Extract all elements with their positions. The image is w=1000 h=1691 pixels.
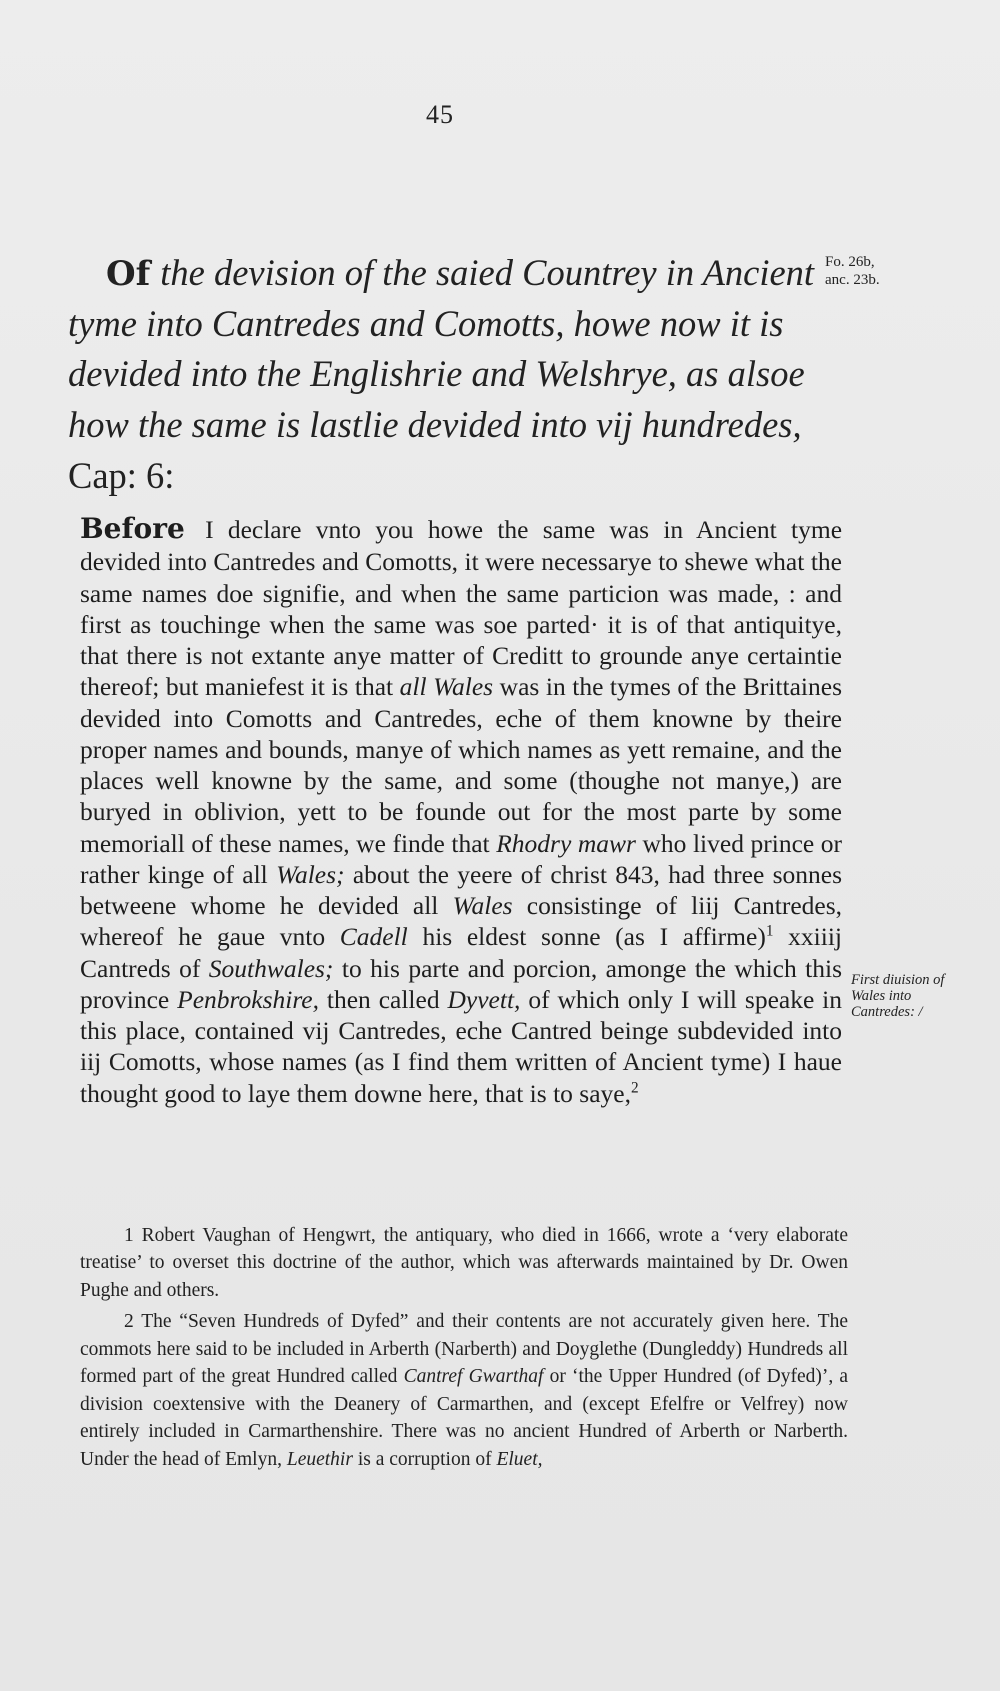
- footnote-italic: Leuethir: [286, 1448, 353, 1470]
- folio-reference-line-1: Fo. 26b,: [825, 254, 875, 270]
- body-italic: all Wales: [399, 672, 494, 702]
- footnote-italic: Cantref Gwarthaf: [403, 1366, 544, 1388]
- chapter-title-text: the devision of the saied Countrey in Ancient tyme into Cantredes and Comotts, howe now it is devided into the Englishrie and Welshrye, as alsoe how the same is lastlie devided into vij hundredes,: [68, 252, 815, 446]
- body-italic: Dyvett,: [447, 984, 521, 1014]
- body-segment: of which only I will speake in this place, contained vij Cantredes, eche Cantred beinge subdevided into iij Comotts, whose names (as I find them written of Ancient tyme) I haue thought good to laye them downe here, that is to saye,: [80, 984, 843, 1108]
- body-italic: Rhodry mawr: [496, 828, 636, 858]
- chapter-opening-word: Of: [106, 254, 151, 294]
- body-italic: Southwales;: [208, 953, 334, 983]
- footnote-marker-1: 1: [765, 922, 774, 940]
- body-segment: consistinge of liij Cantredes, whereof he gaue vnto: [80, 891, 843, 952]
- body-paragraph: [80, 512, 842, 1109]
- body-segment: was in the tymes of the Brittaines devided into Comotts and Cantredes, eche of them knowne by theire proper names and bounds, manye of which names as yett remaine, and the places well knowne by the same, and some (thoughe not manye,) are buryed in oblivion, yett to be founde out for the most parte by some memoriall of these names, we finde that: [80, 672, 842, 858]
- footnote-2: [80, 1308, 848, 1473]
- footnotes: [80, 1222, 848, 1477]
- footnote-segment: is a corruption of: [357, 1448, 492, 1470]
- body-opening-word: Before: [80, 512, 185, 545]
- footnote-segment: or ‘the Upper Hundred (of Dyfed)’, a division coextensive with the Deanery of Carmarthen, and (except Efelfre or Velfrey) now entirely included in Carmarthenshire. There was no ancient Hundred of Arberth or Narberth. Under the head of Emlyn,: [80, 1366, 849, 1470]
- body-italic: Penbrokshire,: [177, 984, 319, 1014]
- body-segment: about the yeere of christ 843, had three sonnes betweene whome he devided all: [80, 859, 843, 921]
- body-segment: to his parte and porcion, amonge the which this province: [80, 953, 843, 1014]
- body-segment: xxiiij Cantreds of: [80, 922, 842, 983]
- body-segment: his eldest sonne (as I affirme): [422, 922, 766, 952]
- body-segment: then called: [326, 984, 440, 1014]
- body-italic: Wales;: [276, 859, 345, 889]
- page-number: 45: [426, 100, 454, 129]
- body-italic: Wales: [452, 891, 513, 921]
- footnote-italic: Eluet,: [496, 1448, 543, 1470]
- chapter-heading: [68, 248, 848, 502]
- chapter-cap-label: Cap: 6:: [68, 454, 175, 496]
- folio-reference-line-2: anc. 23b.: [825, 272, 880, 288]
- margin-note: First diuision of Wales into Cantredes: /: [851, 972, 945, 1021]
- footnote-segment: 2 The “Seven Hundreds of Dyfed” and their contents are not accurately given here. The commots here said to be included in Arberth (Narberth) and Doyglethe (Dungleddy) Hundreds all formed part of the great Hundred called: [80, 1311, 848, 1388]
- footnote-marker-2: 2: [630, 1079, 639, 1097]
- body-segment: who lived prince or rather kinge of all: [80, 828, 843, 889]
- footnote-1: 1 Robert Vaughan of Hengwrt, the antiquary, who died in 1666, wrote a ‘very elaborate treatise’ to overset this doctrine of the author, which was afterwards maintained by Dr. Owen Pughe and others.: [80, 1225, 848, 1301]
- body-segment: I declare vnto you howe the same was in Ancient tyme devided into Cantredes and Comotts, it were necessarye to shewe what the same names doe signifie, and when the same particion was made, : and first as touchinge when the same was soe parted· it is of that antiquitye, that there is not extante anye matter of Creditt to grounde anye certaintie thereof; but maniefest it is that: [80, 515, 843, 702]
- body-italic: Cadell: [339, 922, 408, 952]
